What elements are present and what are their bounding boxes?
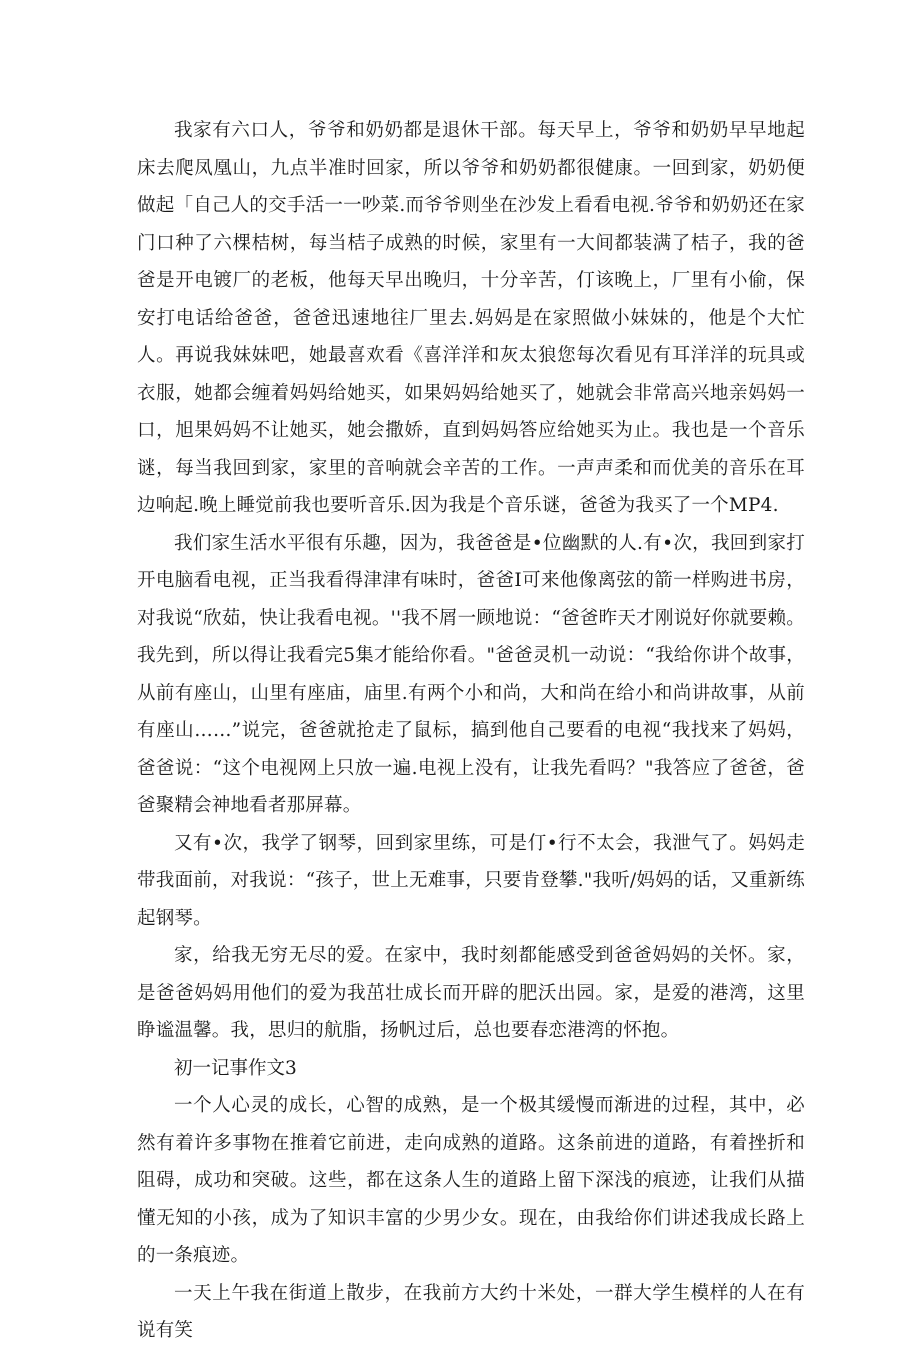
paragraph-6: 一天上午我在街道上散步，在我前方大约十米处，一群大学生模样的人在有说有笑 [137,1282,805,1341]
section-heading: 初一记事作文3 [174,1057,297,1079]
paragraph-4: 家，给我无穷无尽的爱。在家中，我时刻都能感受到爸爸妈妈的关怀。家，是爸爸妈妈用他们的爱为我茁壮成长而开辟的肥沃出园。家，是爱的港湾，这里睁谧温馨。我，思归的航脂，扬帆过后，总也要春恋港湾的怀抱。 [137,945,805,1041]
paragraph-3: 又有•次，我学了钢琴，回到家里练，可是仃•行不太会，我泄气了。妈妈走带我面前，对我说：“孩子，世上无难事，只要肯登攀."我听/妈妈的话，又重新练起钢琴。 [137,832,805,929]
paragraph-1: 我家有六口人，爷爷和奶奶都是退休干部。每天早上，爷爷和奶奶早早地起床去爬凤凰山，九点半准时回家，所以爷爷和奶奶都很健康。一回到家，奶奶便做起「自己人的交手活一一吵菜.而爷爷则坐在沙发上看看电视.爷爷和奶奶还在家门口种了六棵桔树，每当桔子成熟的时候，家里有一大间都装满了桔子，我的爸爸是开电镀厂的老板，他每天早出晚归，十分辛苦，仃该晚上，厂里有小偷，保安打电话给爸爸，爸爸迅速地往厂里去.妈妈是在家照做小妹妹的，他是个大忙人。再说我妹妹吧，她最喜欢看《喜洋洋和灰太狼您每次看见有耳洋洋的玩具或衣服，她都会缠着妈妈给她买，如果妈妈给她买了，她就会非常高兴地亲妈妈一口，旭果妈妈不让她买，她会撒娇，直到妈妈答应给她买为止。我也是一个音乐谜，每当我回到家，家里的音响就会辛苦的工作。一声声柔和而优美的音乐在耳边响起.晚上睡觉前我也要听音乐.因为我是个音乐谜，爸爸为我买了一个MP4. [137,120,805,516]
paragraph-2: 我们家生活水平很有乐趣，因为，我爸爸是•位幽默的人.有•次，我回到家打开电脑看电视，正当我看得津津有味时，爸爸I可来他像离弦的箭一样购进书房，对我说“欣茹，快让我看电视。''我不屑一顾地说：“爸爸昨天才刚说好你就要赖。我先到，所以得让我看完5集才能给你看。"爸爸灵机一动说：“我给你讲个故事，从前有座山，山里有座庙，庙里.有两个小和尚，大和尚在给小和尚讲故事，从前有座山……”说完，爸爸就抢走了鼠标，搞到他自己要看的电视“我找来了妈妈，爸爸说：“这个电视网上只放一遍.电视上没有，让我先看吗？"我答应了爸爸，爸爸聚精会神地看者那屏幕。 [137,532,805,816]
document-body [137,112,805,1350]
paragraph-5: 一个人心灵的成长，心智的成熟，是一个极其缓慢而渐进的过程，其中，必然有着许多事物在推着它前进，走向成熟的道路。这条前进的道路，有着挫折和阻碍，成功和突破。这些，都在这条人生的道路上留下深浅的痕迹，让我们从描懂无知的小孩，成为了知识丰富的少男少女。现在，由我给你们讲述我成长路上的一条痕迹。 [137,1095,805,1266]
